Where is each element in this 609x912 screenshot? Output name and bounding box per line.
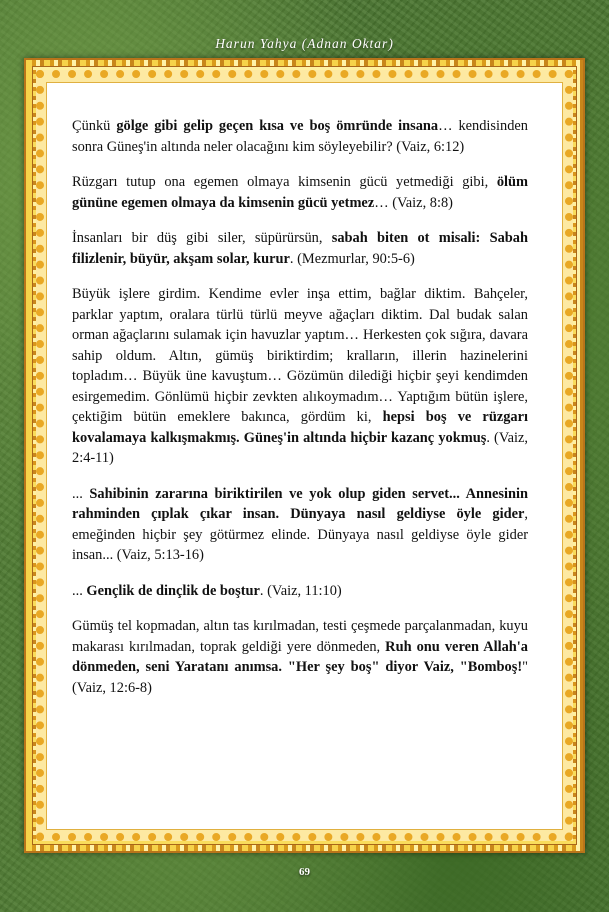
bold-segment: sabah biten ot misali: Sabah filizlenir, büyür, akşam solar, kurur	[72, 230, 529, 267]
running-header: Harun Yahya (Adnan Oktar)	[215, 36, 394, 51]
text-segment: Rüzgarı tutup ona egemen olmaya kimsenin gücü yetmediği gibi,	[72, 174, 497, 190]
text-segment: . (Mezmurlar, 90:5-6)	[289, 250, 415, 267]
text-segment: , emeğinden hiçbir şey götürmez elinde. Dünyaya nasıl geldiyse öyle gider insan... (Vaiz, 5:13-16)	[72, 506, 528, 563]
paragraph-7	[72, 616, 528, 698]
bold-segment: Gençlik de dinçlik de boştur	[86, 582, 260, 599]
text-segment: ...	[72, 582, 87, 599]
body-text	[72, 116, 528, 713]
text-segment: Büyük işlere girdim. Kendime evler inşa ettim, bağlar diktim. Bahçeler, parklar yaptım, oralara türlü türlü meyve ağaçları diktim. Dal budak salan orman ağaçlarını sulamak için havuzlar yaptım… Herkesten çok sığıra, davara sahip oldum. Altın, gümüş biriktirdim; kralların, illerin hazinelerini topladım… Büyük üne kavuştum… Gözümün dilediği hiçbir şeyi kendimden esirgemedim. Gönlümü hiçbir zevkten alıkoymadım… Yaptığım bütün işlere, çektiğim bütün emeklere bakınca, gördüm ki,	[72, 286, 528, 425]
paragraph-5	[72, 484, 528, 566]
paragraph-2	[72, 172, 528, 213]
text-segment: … kendisinden sonra Güneş'in altında neler olacağını kim söyleyebilir? (Vaiz, 6:12)	[72, 118, 528, 155]
text-segment: Çünkü	[72, 118, 117, 134]
text-segment: " (Vaiz, 12:6-8)	[72, 659, 528, 696]
text-segment: . (Vaiz, 11:10)	[259, 582, 342, 599]
text-segment: İnsanları bir düş gibi siler, süpürürsün,	[72, 230, 332, 246]
bold-segment: Ruh onu veren Allah'a dönmeden, seni Yaratanı anımsa. "Her şey boş" diyor Vaiz, "Bomboş!	[72, 638, 528, 675]
paragraph-4	[72, 284, 528, 469]
bold-segment: gölge gibi gelip geçen kısa ve boş ömründe insana	[116, 118, 439, 134]
page-number: 69	[299, 866, 310, 878]
bold-segment: ölüm gününe egemen olmaya da kimsenin gücü yetmez	[72, 174, 528, 211]
text-segment: . (Vaiz, 2:4-11)	[72, 429, 528, 466]
text-segment: ...	[72, 485, 90, 502]
paragraph-3	[72, 228, 528, 269]
bold-segment: Sahibinin zararına biriktirilen ve yok olup giden servet... Annesinin rahminden çıplak çıkar insan. Dünyaya nasıl geldiyse öyle gider	[72, 485, 528, 522]
paragraph-1	[72, 116, 528, 157]
paragraph-6	[72, 581, 528, 602]
text-segment: Gümüş tel kopmadan, altın tas kırılmadan, testi çeşmede parçalanmadan, kuyu makarası kırılmadan, toprak geldiği yere dönmeden,	[72, 618, 528, 655]
text-segment: … (Vaiz, 8:8)	[374, 194, 453, 211]
bold-segment: hepsi boş ve rüzgarı kovalamaya kalkışmakmış. Güneş'in altında hiçbir kazanç yokmuş	[72, 409, 528, 446]
